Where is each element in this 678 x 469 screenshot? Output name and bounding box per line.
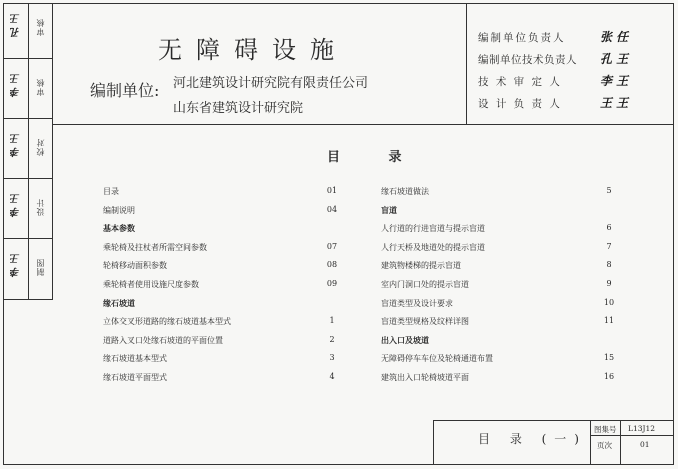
toc-entry: 乘轮椅及拄杖者所需空间参数 — [103, 242, 207, 252]
toc-page-number: 8 — [606, 260, 612, 270]
toc-entry: 立体交叉形道路的缘石坡道基本型式 — [103, 317, 231, 327]
toc-page-number: 5 — [606, 186, 612, 195]
toc-page-number: 08 — [326, 260, 338, 270]
toc-page-number: 2 — [329, 334, 335, 344]
footer-sheet-title: 目 录 (一) — [478, 432, 587, 446]
toc-entry: 轮椅移动面积参数 — [103, 261, 167, 271]
footer-mid-line — [590, 435, 674, 436]
toc-title: 目 录 — [327, 150, 424, 165]
footer-split-line — [590, 420, 591, 465]
page-title: 无障碍设施 — [158, 36, 348, 64]
toc-entry: 无障碍停车车位及轮椅通道布置 — [381, 354, 493, 364]
toc-entry: 乘轮椅者使用设施尺度参数 — [103, 280, 199, 289]
sidebar-signature: 孔 王 — [11, 14, 22, 38]
atlas-value: L13J12 — [628, 424, 656, 433]
toc-page-number: 09 — [326, 279, 338, 288]
toc-entry: 目录 — [103, 187, 119, 196]
footer-top-line — [433, 420, 674, 421]
sidebar-label: 审核 — [36, 18, 45, 36]
responsibility-signature: 张 任 — [600, 30, 629, 44]
page-label: 页次 — [597, 441, 612, 450]
toc-entry: 建筑出入口轮椅坡道平面 — [381, 373, 469, 382]
sidebar-signature: 李 王 — [11, 194, 22, 218]
sidebar-signature: 李 王 — [11, 134, 22, 158]
responsibility-role: 编制单位负责人 — [478, 32, 566, 44]
atlas-label: 图集号 — [594, 425, 617, 434]
responsibility-role: 设 计 负 责 人 — [478, 98, 562, 110]
toc-page-number: 1 — [329, 316, 335, 326]
toc-entry: 盲道类型规格及纹样详图 — [381, 317, 469, 327]
toc-entry: 人行天桥及地道处的提示盲道 — [381, 242, 485, 252]
responsibility-role: 编制单位技术负责人 — [478, 54, 577, 66]
org-label: 编制单位: — [90, 81, 160, 100]
toc-page-number: 04 — [326, 204, 338, 214]
header-bottom-line — [52, 124, 674, 125]
toc-page-number: 6 — [606, 223, 612, 233]
toc-entry: 缘石坡道平面型式 — [103, 373, 167, 382]
toc-page-number: 16 — [603, 372, 615, 381]
sidebar-divider — [52, 3, 53, 299]
sidebar-label: 审核 — [36, 78, 45, 96]
toc-entry: 盲道类型及设计要求 — [381, 298, 453, 308]
sidebar-signature: 李 王 — [11, 254, 22, 278]
page-value: 01 — [640, 440, 650, 449]
toc-section-heading: 盲道 — [381, 204, 397, 215]
sidebar-inner-divider — [28, 3, 29, 299]
toc-page-number: 7 — [606, 241, 612, 251]
toc-entry: 道路入叉口处缘石坡道的平面位置 — [103, 335, 223, 345]
toc-entry: 缘石坡道基本型式 — [103, 354, 167, 364]
responsibility-signature: 孔 王 — [600, 52, 629, 66]
responsibility-signature: 王 王 — [600, 96, 629, 110]
sidebar-sep — [3, 118, 53, 119]
toc-page-number: 07 — [326, 241, 338, 251]
footer-left-line — [433, 420, 434, 465]
toc-page-number: 10 — [603, 297, 615, 307]
toc-section-heading: 出入口及坡道 — [381, 334, 429, 345]
sidebar-signature: 李 王 — [11, 74, 22, 98]
toc-page-number: 4 — [329, 372, 335, 381]
toc-page-number: 11 — [603, 316, 615, 326]
responsibility-signature: 李 王 — [600, 74, 629, 88]
toc-entry: 室内门洞口处的提示盲道 — [381, 280, 469, 289]
footer-split-line — [620, 420, 621, 465]
org-name: 山东省建筑设计研究院 — [173, 101, 304, 116]
sidebar-sep — [3, 238, 53, 239]
responsibility-role: 技 术 审 定 人 — [478, 76, 562, 88]
sidebar-label: 制图 — [36, 258, 45, 276]
org-name: 河北建筑设计研究院有限责任公司 — [173, 76, 369, 91]
toc-section-heading: 缘石坡道 — [103, 297, 135, 308]
toc-page-number: 15 — [603, 353, 615, 363]
toc-page-number: 9 — [606, 279, 612, 288]
toc-section-heading: 基本参数 — [103, 223, 135, 234]
sidebar-sep — [3, 178, 53, 179]
sidebar-sep — [3, 299, 53, 300]
header-split-line — [466, 3, 467, 125]
toc-page-number: 01 — [326, 186, 338, 195]
toc-entry: 建筑物楼梯的提示盲道 — [381, 261, 461, 271]
toc-entry: 编制说明 — [103, 205, 135, 215]
toc-entry: 人行道的行进盲道与提示盲道 — [381, 224, 485, 234]
sidebar-label: 设计 — [36, 198, 45, 216]
sidebar-sep — [3, 58, 53, 59]
toc-page-number: 3 — [329, 353, 335, 363]
toc-entry: 缘石坡道做法 — [381, 187, 429, 196]
sidebar-label: 校对 — [36, 138, 45, 156]
